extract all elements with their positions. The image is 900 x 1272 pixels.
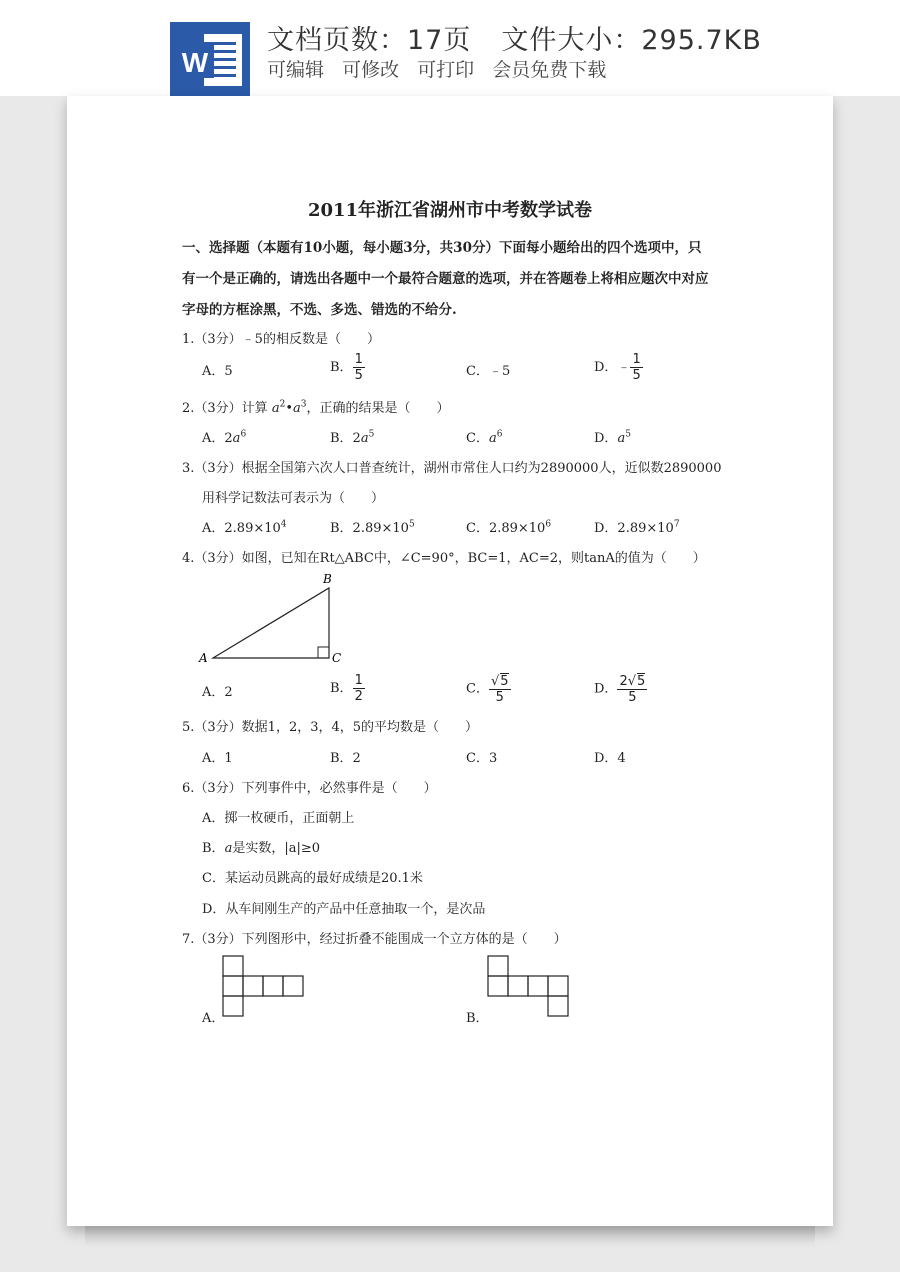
feature-list [267,55,618,82]
feature-modifiable: 可修改 [342,59,400,81]
paper-shadow [85,1226,815,1248]
section-instructions-line3: 字母的方框涂黑，不选、多选、错选的不给分. [182,302,457,318]
q2-option-d: D．$a^5$ [594,429,631,446]
question-4-stem: 4.（3分）如图，已知在Rt△ABC中，∠C=90°，BC=1，AC=2，则tanA的值为（ ） [182,551,706,566]
q5-option-a: A．1 [202,751,233,766]
q2-option-c: C．$a^6$ [466,429,503,446]
question-6-stem: 6.（3分）下列事件中，必然事件是（ ） [182,781,437,796]
q3-option-b: B．$2.89\times 10^5$ [330,519,415,536]
question-2-stem: 2.（3分）计算 $a^2•a^3$，正确的结果是（ ） [182,399,450,416]
page-count: 文档页数：17页 [267,25,472,56]
question-7-stem: 7.（3分）下列图形中，经过折叠不能围成一个立方体的是（ ） [182,932,567,947]
fraction: $\frac{1}{5}$ [354,352,363,383]
fraction: $\frac{√5}{5}$ [490,674,509,705]
q1-option-a: A．5 [202,364,233,379]
q6-option-b: B．a是实数，|a|≥0 [202,841,321,856]
word-icon-letter: W [181,47,209,78]
file-size: 文件大小：295.7KB [501,25,762,56]
q7-option-b: B． [466,1011,489,1026]
vertex-label-a: A [199,651,208,665]
download-header [0,0,900,96]
q4-option-c: C． $\frac{√5}{5}$ [466,674,509,705]
q6-option-d: D．从车间刚生产的产品中任意抽取一个，是次品 [202,902,486,917]
question-5-stem: 5.（3分）数据1，2，3，4，5的平均数是（ ） [182,720,479,735]
file-meta [267,18,762,57]
q5-option-d: D．4 [594,751,626,766]
right-triangle-figure [195,570,355,670]
q1-option-d: D．﹣ $\frac{1}{5}$ [594,352,641,383]
document-page [67,96,833,1226]
q3-option-c: C．$2.89\times 10^6$ [466,519,552,536]
section-instructions-line2: 有一个是正确的，请选出各题中一个最符合题意的选项，并在答题卷上将相应题次中对应 [182,271,709,287]
q6-option-c: C．某运动员跳高的最好成绩是20.1米 [202,871,423,886]
q5-option-c: C．3 [466,751,498,766]
feature-member-download: 会员免费下载 [492,59,607,81]
q2-option-b: B．$2a^5$ [330,429,375,446]
q1-option-c: C．﹣5 [466,364,511,379]
question-1-stem: 1.（3分）﹣5的相反数是（ ） [182,332,380,347]
section-instructions-line1: 一、选择题（本题有10小题，每小题3分，共30分）下面每小题给出的四个选项中，只 [182,240,702,256]
word-document-icon [170,22,250,96]
q4-option-b: B． $\frac{1}{2}$ [330,673,363,704]
exam-title: 2011年浙江省湖州市中考数学试卷 [307,200,593,221]
question-3-line1: 3.（3分）根据全国第六次人口普查统计，湖州市常住人口约为2890000人，近似数2890000 [182,461,722,476]
triangle-abc [213,588,329,658]
feature-editable: 可编辑 [267,59,325,81]
cube-net-a [222,955,308,1019]
q4-option-d: D． $\frac{2√5}{5}$ [594,674,646,705]
q3-option-d: D．$2.89\times 10^7$ [594,519,680,536]
cube-net-b [487,955,573,1019]
fraction: $\frac{2√5}{5}$ [619,674,646,705]
q3-option-a: A．$2.89\times 10^4$ [202,519,287,536]
question-3-line2: 用科学记数法可表示为（ ） [202,491,385,506]
right-angle-mark [318,647,329,658]
q5-option-b: B．2 [330,751,361,766]
fraction: $\frac{1}{5}$ [632,352,641,383]
vertex-label-b: B [323,572,332,586]
q4-option-a: A．2 [202,685,233,700]
fraction: $\frac{1}{2}$ [354,673,363,704]
q6-option-a: A．掷一枚硬币，正面朝上 [202,811,355,826]
q1-option-b: B． $\frac{1}{5}$ [330,352,363,383]
feature-printable: 可打印 [417,59,475,81]
q2-option-a: A．$2a^6$ [202,429,247,446]
q7-option-a: A． [202,1011,225,1026]
vertex-label-c: C [332,651,342,665]
